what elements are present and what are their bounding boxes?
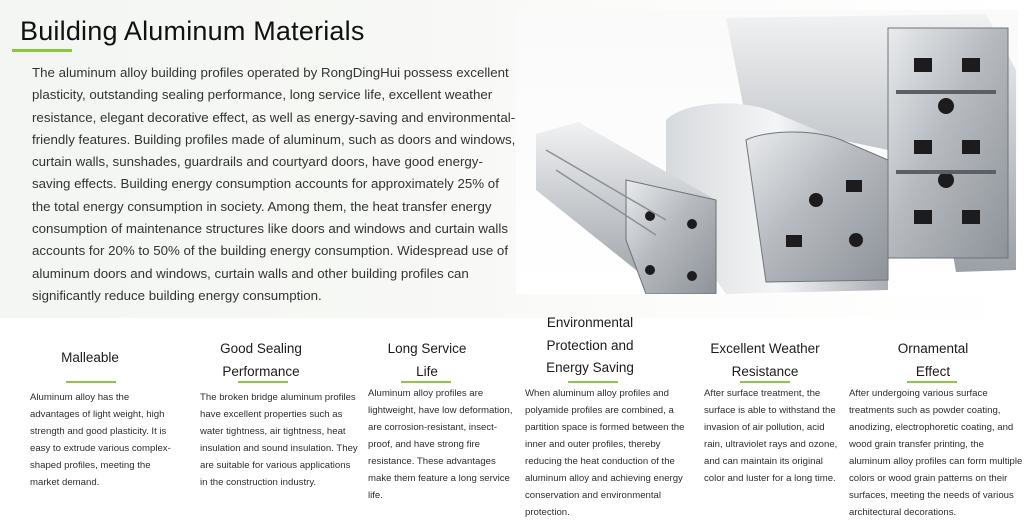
feature-title: Good Sealing Performance <box>220 341 302 379</box>
feature-divider <box>568 381 618 383</box>
feature-title: Excellent Weather Resistance <box>710 341 820 379</box>
feature-divider <box>401 381 451 383</box>
page-title: Building Aluminum Materials <box>20 16 365 46</box>
feature-text: When aluminum alloy profiles and polyamide profiles are combined, a partition space is formed between the inner and outer profiles, thereby reducing the heat conduction of the aluminum alloy and achieving energy conservation and environmental protection. <box>525 388 685 518</box>
feature-title: Environmental Protection and Energy Saving <box>546 315 634 375</box>
feature-ornamental-effect <box>845 305 1024 521</box>
feature-title: Malleable <box>61 350 119 365</box>
feature-divider <box>66 381 116 383</box>
feature-divider <box>238 381 288 383</box>
feature-long-service-life <box>365 305 520 521</box>
feature-text: The broken bridge aluminum profiles have excellent properties such as water tightness, air tightness, heat insulation and sound insulation. They are suitable for various applications in the construction industry. <box>200 392 358 488</box>
aluminum-profiles-illustration <box>516 10 1018 294</box>
feature-text: After surface treatment, the surface is able to withstand the invasion of air pollution, acid rain, ultraviolet rays and ozone, and can maintain its original color and luster for a long time. <box>704 388 838 484</box>
feature-divider <box>907 381 957 383</box>
feature-environmental-protection <box>520 305 695 521</box>
feature-text: Aluminum alloy profiles are lightweight, have low deformation, are corrosion-resistant, insect-proof, and have strong fire resistance. These advantages make them feature a long service life. <box>368 388 513 501</box>
feature-good-sealing <box>190 305 365 521</box>
feature-weather-resistance <box>695 305 845 521</box>
title-accent-bar <box>12 49 72 52</box>
feature-title: Long Service Life <box>387 341 467 379</box>
feature-divider <box>740 381 790 383</box>
features-section <box>0 305 1024 521</box>
intro-paragraph: The aluminum alloy building profiles operated by RongDingHui possess excellent plasticity, outstanding sealing performance, long service life, excellent weather resistance, elegant decorative effect, as well as energy-saving and environmental-friendly features. Building profiles made of aluminum, such as doors and windows, curtain walls, sunshades, guardrails and courtyard doors, have good energy-saving effects. Building energy consumption accounts for approximately 25% of the total energy consumption in society. Among them, the heat transfer energy consumption of maintenance structures like doors and windows and curtain walls accounts for 20% to 50% of the building energy consumption. Widespread use of aluminum doors and windows, curtain walls and other building profiles can significantly reduce building energy consumption. <box>32 65 516 303</box>
feature-text: Aluminum alloy has the advantages of light weight, high strength and good plasticity. It is easy to extrude various complex-shaped profiles, meeting the market demand. <box>30 392 171 488</box>
aluminum-profiles-image <box>516 10 1018 294</box>
feature-malleable <box>0 305 190 521</box>
feature-title: Ornamental Effect <box>897 341 969 379</box>
feature-text: After undergoing various surface treatments such as powder coating, anodizing, electrophoretic coating, and wood grain transfer printing, the aluminum alloy profiles can form multiple colors or wood grain patterns on their surfaces, meeting the needs of various architectural decorations. <box>849 388 1023 518</box>
